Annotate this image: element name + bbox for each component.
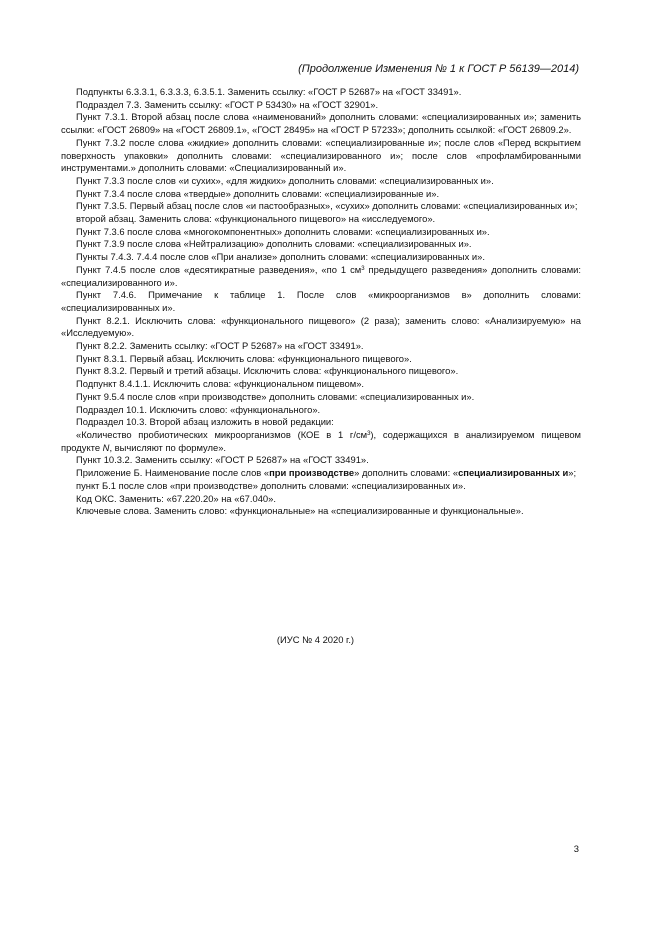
paragraph: [61, 264, 581, 289]
text-run: Пункт 7.4.5 после слов «десятикратные разведения», «по 1 см: [76, 263, 362, 275]
text-run: Приложение Б. Наименование после слов «: [76, 467, 270, 479]
document-body: [61, 86, 581, 518]
text-run: » дополнить словами: «: [354, 467, 459, 479]
paragraph: Пункт 8.3.1. Первый абзац. Исключить слова: «функционального пищевого».: [76, 352, 412, 364]
paragraph: Пункт 7.3.2 после слова «жидкие» дополнить словами: «специализированные и»; после слов «Перед вскрытием поверхность упаковки» дополнить словами: «специализированного и»; после слов «профламбированными инструментами.» дополнить словами: «Специализированный и».: [61, 136, 581, 174]
paragraph: Подпункты 6.3.3.1, 6.3.3.3, 6.3.5.1. Заменить ссылку: «ГОСТ Р 52687» на «ГОСТ 33491».: [76, 86, 462, 97]
paragraph: Пункт 10.3.2. Заменить ссылку: «ГОСТ Р 52687» на «ГОСТ 33491».: [76, 454, 369, 466]
paragraph: Пункт 8.3.2. Первый и третий абзацы. Исключить слова: «функционального пищевого».: [76, 365, 459, 377]
bold-run: специализированных и: [458, 467, 569, 479]
text-run: ): [370, 428, 374, 440]
text-run: «Количество пробиотических микроорганизмов (КОЕ в 1 г/см: [76, 428, 368, 440]
paragraph: Пункт 7.3.6 после слова «многокомпонентных» дополнить словами: «специализированных и».: [76, 225, 490, 237]
paragraph: Пункт 7.3.5. Первый абзац после слов «и пастообразных», «сухих» дополнить словами: «специализированных и»;: [76, 200, 578, 212]
paragraph: Подраздел 10.1. Исключить слово: «функционального».: [76, 403, 321, 415]
superscript: 3: [361, 265, 365, 272]
paragraph: Пункт 7.3.3 после слов «и сухих», «для жидких» дополнить словами: «специализированных и».: [76, 174, 494, 186]
paragraph: Пункт 7.3.9 после слова «Нейтрализацию» дополнить словами: «специализированных и».: [76, 238, 472, 250]
text-run: , содержащихся в анализируемом пищевом продукте: [61, 428, 581, 453]
paragraph: Пункт 7.4.6. Примечание к таблице 1. После слов «микроорганизмов в» дополнить словами: «специализированных и».: [61, 289, 581, 313]
paragraph: Пункт 7.3.1. Второй абзац после слова «наименований» дополнить словами: «специализированных и»; заменить ссылки: «ГОСТ 26809» на «ГОСТ 26809.1», «ГОСТ 28495» на «ГОСТ Р 57233»; дополнить ссылкой: «ГОСТ 26809.2».: [61, 111, 581, 136]
paragraph: Пункт 7.3.4 после слова «твердые» дополнить словами: «специализированные и».: [76, 187, 440, 199]
paragraph: пункт Б.1 после слов «при производстве» дополнить словами: «специализированных и».: [76, 479, 466, 491]
italic-variable: N: [102, 441, 110, 453]
ius-note-text: (ИУС № 4 2020 г.): [276, 634, 355, 645]
paragraph: Ключевые слова. Заменить слово: «функциональные» на «специализированные и функциональные».: [76, 505, 524, 517]
text-run: , вычисляют по формуле».: [109, 441, 227, 453]
paragraph: [61, 467, 581, 480]
continuation-header: (Продолжение Изменения № 1 к ГОСТ Р 56139—2014): [298, 63, 579, 75]
text-run: »;: [568, 467, 577, 479]
paragraph: Подраздел 10.3. Второй абзац изложить в новой редакции:: [76, 416, 334, 428]
bold-run: при производстве: [269, 467, 355, 479]
paragraph: Пункт 8.2.2. Заменить ссылку: «ГОСТ Р 52687» на «ГОСТ 33491».: [76, 340, 364, 352]
text-run: предыдущего разведения» дополнить словами: «специализированного и».: [61, 263, 581, 288]
ius-note: [0, 634, 661, 645]
paragraph: второй абзац. Заменить слова: «функционального пищевого» на «исследуемого».: [76, 213, 436, 225]
paragraph: Пункт 8.2.1. Исключить слова: «функционального пищевого» (2 раза); заменить слово: «Анализируемую» на «Исследуемую».: [61, 314, 581, 339]
paragraph: Пункты 7.4.3. 7.4.4 после слов «При анализе» дополнить словами: «специализированных и».: [76, 251, 485, 263]
paragraph: Код ОКС. Заменить: «67.220.20» на «67.040».: [76, 492, 276, 504]
page-number: 3: [573, 843, 579, 854]
superscript: 3: [367, 430, 371, 437]
paragraph: Подраздел 7.3. Заменить ссылку: «ГОСТ Р 53430» на «ГОСТ 32901».: [76, 98, 379, 110]
paragraph: Подпункт 8.4.1.1. Исключить слова: «функциональном пищевом».: [76, 378, 365, 390]
paragraph: Пункт 9.5.4 после слов «при производстве» дополнить словами: «специализированных и».: [76, 390, 475, 402]
paragraph: [61, 429, 581, 454]
